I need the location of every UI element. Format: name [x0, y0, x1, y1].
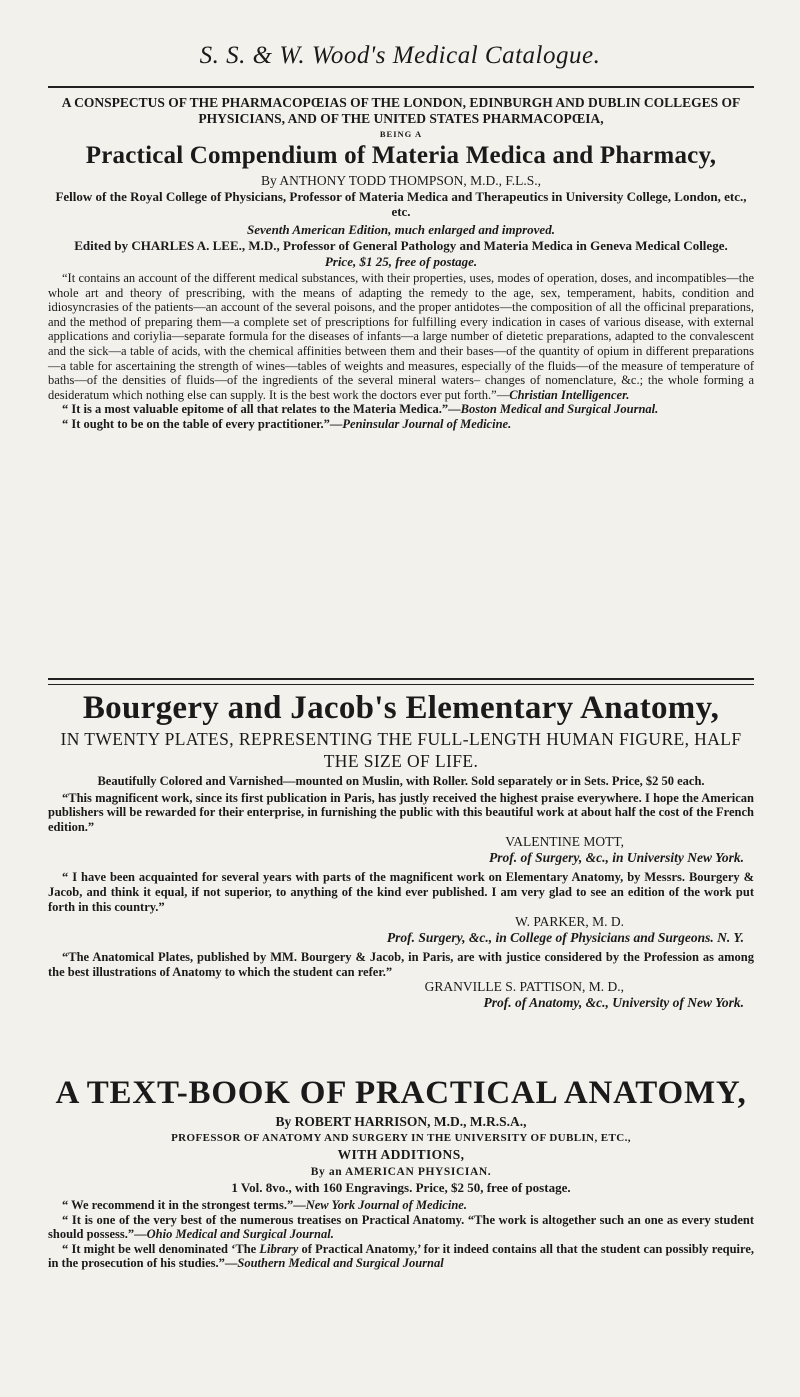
review-signature: GRANVILLE S. PATTISON, M. D., — [424, 979, 624, 995]
review-text: of Practical Anatomy,’ for it indeed contains all that the student can possibly require, in the prosecution of his studies.”— — [48, 1241, 754, 1271]
review-text: “It contains an account of the different medical substances, with their properties, uses, modes of operation, doses, and incompatibles—the whole art and theory of prescribing, with the means of adapting the remedy to the age, sex, temperament, habits, condition and idiosyncrasies of the patients—an account of the several poisons, and the proper antidotes—the composition of all the officinal preparations, and the method of preparing them—a complete set of prescriptions for fulfilling every indication in cases of various disease, with external applications and coriylia—separate formula for the diseases of infants—a large number of dietetic preparations, adapted to the convalescent and the sick—a table of acids, with the chemical affinities between them and their bases—of the quantity of opium in different preparations—a table for ascertaining the strength of wines—tables of weights and measures, especially of the fluids—of the measure of temperature of baths—of the densities of fluids—of the ingredients of the several mineral waters– changes of nomenclature, &c.; the whole forming a desideratum which nothing else can supply. It is the best work the doctors ever put forth.”— — [48, 271, 754, 402]
compendium-review-2 — [48, 402, 754, 417]
review-source: Ohio Medical and Surgical Journal. — [146, 1227, 334, 1242]
textbook-volume-price: 1 Vol. 8vo., with 160 Engravings. Price, $2 50, free of postage. — [231, 1180, 571, 1195]
textbook-advert — [48, 1073, 754, 1271]
review-emphasis: Library — [259, 1241, 299, 1256]
textbook-author-professorship: PROFESSOR OF ANATOMY AND SURGERY IN THE UNIVERSITY OF DUBLIN, ETC., — [171, 1132, 631, 1144]
anatomy-plates-title: Bourgery and Jacob's Elementary Anatomy, — [82, 690, 720, 726]
compendium-editor: Edited by CHARLES A. LEE., M.D., Professor of General Pathology and Materia Medica in Geneva Medical College. — [74, 238, 728, 253]
textbook-additions: WITH ADDITIONS, — [337, 1147, 465, 1162]
compendium-price — [48, 254, 754, 270]
textbook-author: By ROBERT HARRISON, M.D., M.R.S.A., — [275, 1114, 527, 1129]
anatomy-review-1: “This magnificent work, since its first publication in Paris, has justly received the highest praise everywhere. I hope the American publishers will be rewarded for their enterprise, in furnishing the public with this beautiful work at about half the cost of the French edition.” — [48, 790, 754, 834]
review-signature: W. PARKER, M. D. — [515, 914, 624, 930]
compendium-review-1 — [48, 271, 754, 402]
review-text: “ We recommend it in the strongest terms.”— — [62, 1198, 306, 1212]
review-position: Prof. of Anatomy, &c., University of New York. — [483, 995, 744, 1011]
compendium-heading: A CONSPECTUS OF THE PHARMACOPŒIAS OF THE LONDON, EDINBURGH AND DUBLIN COLLEGES OF PHYSICIANS, AND OF THE UNITED STATES PHARMACOPŒIA, — [61, 95, 741, 126]
review-text: “ It is one of the very best of the numerous treatises on Practical Anatomy. “The work is altogether such an one as every student should possess.”— — [48, 1212, 754, 1242]
compendium-price-text: Price, $1 25, free of postage. — [324, 254, 478, 269]
section-divider — [48, 678, 754, 685]
anatomy-plates-advert — [48, 688, 754, 1011]
review-signature: VALENTINE MOTT, — [505, 834, 624, 850]
textbook-title: A TEXT-BOOK OF PRACTICAL ANATOMY, — [55, 1075, 747, 1111]
review-text: “ It ought to be on the table of every practitioner.”— — [62, 416, 343, 431]
review-position: Prof. Surgery, &c., in College of Physicians and Surgeons. N. Y. — [386, 930, 744, 946]
header-rule — [48, 86, 754, 88]
compendium-title: Practical Compendium of Materia Medica and Pharmacy, — [85, 142, 717, 169]
compendium-advert — [48, 95, 754, 432]
review-source: Peninsular Journal of Medicine. — [342, 416, 512, 431]
textbook-review-2 — [48, 1213, 754, 1242]
review-text: “ It might be well denominated ‘The — [62, 1241, 260, 1256]
compendium-affiliation: Fellow of the Royal College of Physicians, Professor of Materia Medica and Therapeutics in University College, London, etc., etc. — [55, 189, 747, 219]
review-text: “ It is a most valuable epitome of all that relates to the Materia Medica.”— — [62, 402, 461, 417]
review-source: New York Journal of Medicine. — [305, 1198, 467, 1212]
anatomy-plates-subtitle: IN TWENTY PLATES, REPRESENTING THE FULL-LENGTH HUMAN FIGURE, HALF THE SIZE OF LIFE. — [60, 729, 742, 771]
textbook-review-1 — [48, 1198, 754, 1213]
anatomy-plates-description: Beautifully Colored and Varnished—mounted on Muslin, with Roller. Sold separately or in Sets. Price, $2 50 each. — [97, 774, 705, 788]
review-source: Boston Medical and Surgical Journal. — [460, 402, 659, 417]
compendium-review-3 — [48, 417, 754, 432]
review-source: Southern Medical and Surgical Journal — [237, 1256, 444, 1271]
textbook-american-physician: By an AMERICAN PHYSICIAN. — [310, 1166, 492, 1178]
review-source: Christian Intelligencer. — [509, 387, 630, 402]
anatomy-review-3: “The Anatomical Plates, published by MM. Bourgery & Jacob, in Paris, are with justice considered by the Profession as among the best illustrations of Anatomy to which the student can refer.” — [48, 950, 754, 979]
compendium-edition: Seventh American Edition, much enlarged and improved. — [247, 222, 555, 237]
running-head: S. S. & W. Wood's Medical Catalogue. — [199, 42, 601, 69]
review-position: Prof. of Surgery, &c., in University New York. — [489, 850, 744, 866]
compendium-being: BEING A — [379, 129, 423, 139]
compendium-author: By ANTHONY TODD THOMPSON, M.D., F.L.S., — [260, 173, 542, 188]
textbook-review-3 — [48, 1242, 754, 1271]
anatomy-review-2: “ I have been acquainted for several years with parts of the magnificent work on Elementary Anatomy, by Messrs. Bourgery & Jacob, and think it equal, if not superior, to anything of the kind ever published. I am very glad to see an edition of the work put forth in this country.” — [48, 870, 754, 914]
